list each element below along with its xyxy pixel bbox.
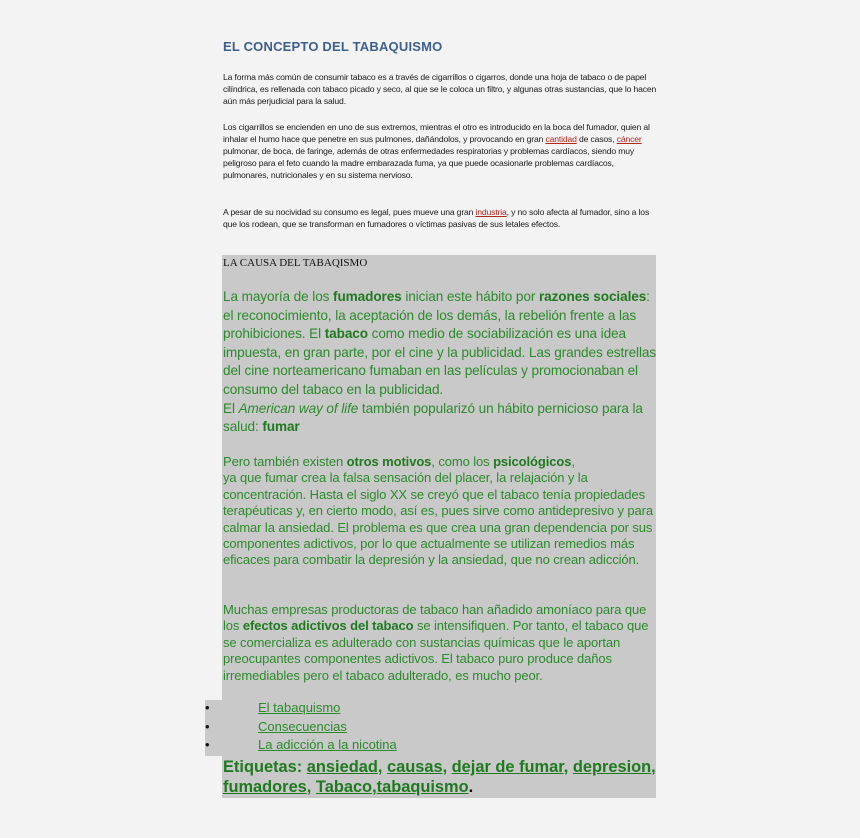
- paragraph-text: como medio de sociabilización es una idea impuesta, en gran parte, por el cine y la publicidad. Las grandes estrellas del cine norteamericano fumaban en las películas y promocionaban el consumo del tabaco en la publicidad.: [223, 326, 657, 397]
- italic-term: American way of life: [238, 400, 359, 416]
- paragraph-text: inician este hábito por: [401, 289, 539, 304]
- link-industria[interactable]: industria: [475, 207, 507, 217]
- tags-end: .: [468, 778, 474, 796]
- tag-separator: ,: [377, 758, 387, 776]
- paragraph-text: Pero también existen: [223, 454, 347, 469]
- tag-tabaco[interactable]: Tabaco: [315, 778, 373, 796]
- bold-term: otros motivos: [346, 454, 432, 469]
- paragraph-text: A pesar de su nocividad su consumo es legal, pues mueve una gran: [223, 207, 476, 217]
- list-item: [205, 700, 656, 719]
- tag-separator: ,: [563, 758, 573, 776]
- tag-separator: ,: [306, 778, 316, 796]
- paragraph-text: ,: [571, 454, 575, 469]
- tag-separator: ,: [442, 758, 452, 776]
- bold-term: efectos adictivos del tabaco: [242, 618, 414, 634]
- bold-term: fumadores: [333, 289, 402, 304]
- tag-causas[interactable]: causas: [386, 758, 443, 776]
- bullet-icon: •: [205, 700, 210, 715]
- tag-tabaquismo[interactable]: tabaquismo: [376, 778, 469, 796]
- paragraph-text: Los cigarrillos se encienden en uno de sus extremos, mientras el otro es introducido en la boca del fumador, quien al inhalar el humo hace que penetre en sus pulmones, dañándolos, y provocando en gran: [223, 122, 650, 144]
- bullet-icon: •: [205, 718, 210, 734]
- bold-term: tabaco: [324, 326, 368, 342]
- bold-term: psicológicos: [493, 454, 572, 469]
- paragraph-text: se intensifiquen. Por tanto, el tabaco que se comercializa es adulterado con sustancias químicas que le aportan preocupantes componentes adictivos. El tabaco puro produce daños irremediables pero el tabaco adulterado, es mucho peor.: [223, 618, 649, 683]
- link-el-tabaquismo[interactable]: El tabaquismo: [258, 700, 341, 715]
- link-cantidad[interactable]: cantidad: [545, 134, 577, 144]
- link-cancer[interactable]: cáncer: [616, 134, 642, 144]
- link-adiccion-nicotina[interactable]: La adicción a la nicotina: [258, 737, 397, 753]
- paragraph-legal: [223, 206, 659, 230]
- paragraph-text: La mayoría de los: [223, 289, 334, 304]
- paragraph-text: , y no solo afecta al fumador, sino a los que los rodean, que se transforman en fumadores o víctimas pasivas de sus letales efectos.: [223, 207, 650, 229]
- paragraph-text: también popularizó un hábito pernicioso para la salud:: [223, 400, 643, 435]
- section-heading: LA CAUSA DEL TABAQISMO: [223, 257, 368, 269]
- paragraph-text: , como los: [431, 454, 494, 469]
- paragraph-text: El: [223, 400, 239, 416]
- paragraph-intro: La forma más común de consumir tabaco es a través de cigarrillos o cigarros, donde una hoja de tabaco o de papel cilíndrica, es rellenada con tabaco picado y seco, al que se le coloca un filtro, y algunas otras sustancias, que lo hacen aún más perjudicial para la salud.: [223, 72, 657, 106]
- tag-separator: ,: [651, 758, 656, 776]
- tags-line: [223, 757, 657, 797]
- paragraph-social-reasons: [223, 288, 657, 437]
- list-item: [205, 737, 656, 756]
- tags-label: Etiquetas:: [223, 758, 307, 776]
- tag-depresion[interactable]: depresion: [572, 758, 652, 776]
- paragraph-text: pulmonar, de boca, de faringe, además de otras enfermedades respiratorias y problemas cardíacos, siendo muy peligroso para el feto cuando la madre embarazada fuma, ya que puede ocasionarle problemas cardíacos, pulmonares, nutricionales y en su sistema nervioso.: [223, 146, 635, 180]
- related-links-list: [205, 700, 656, 756]
- tag-separator: ,: [372, 778, 377, 796]
- tag-ansiedad[interactable]: ansiedad: [306, 758, 378, 776]
- paragraph-text: de casos,: [576, 134, 617, 144]
- paragraph-text: ya que fumar crea la falsa sensación del placer, la relajación y la concentración. Hasta el siglo XX se creyó que el tabaco tenía propiedades terapéuticas y, en cierto modo, así es, pues sirve como antidepresivo y para calmar la ansiedad. El problema es que crea una gran dependencia por sus componentes adictivos, por lo que actualmente se utilizan remedios más eficaces para combatir la depresión y la ansiedad, que no crean adicción.: [223, 470, 654, 568]
- tag-dejar-de-fumar[interactable]: dejar de fumar: [451, 758, 564, 776]
- paragraph-text: : el reconocimiento, la aceptación de los demás, la rebelión frente a las prohibiciones. El: [223, 289, 650, 342]
- bold-term: razones sociales: [538, 289, 647, 304]
- bold-term: fumar: [262, 419, 300, 435]
- bullet-icon: •: [205, 737, 210, 753]
- page-title: EL CONCEPTO DEL TABAQUISMO: [223, 39, 443, 54]
- link-consecuencias[interactable]: Consecuencias: [258, 718, 347, 734]
- paragraph-text: Muchas empresas productoras de tabaco han añadido amoníaco para que los: [223, 602, 647, 634]
- paragraph-psychological: [223, 454, 657, 569]
- list-item: [205, 719, 656, 738]
- paragraph-ammonia: [223, 602, 657, 684]
- paragraph-cigarettes: [223, 121, 659, 181]
- tag-fumadores[interactable]: fumadores: [223, 778, 307, 796]
